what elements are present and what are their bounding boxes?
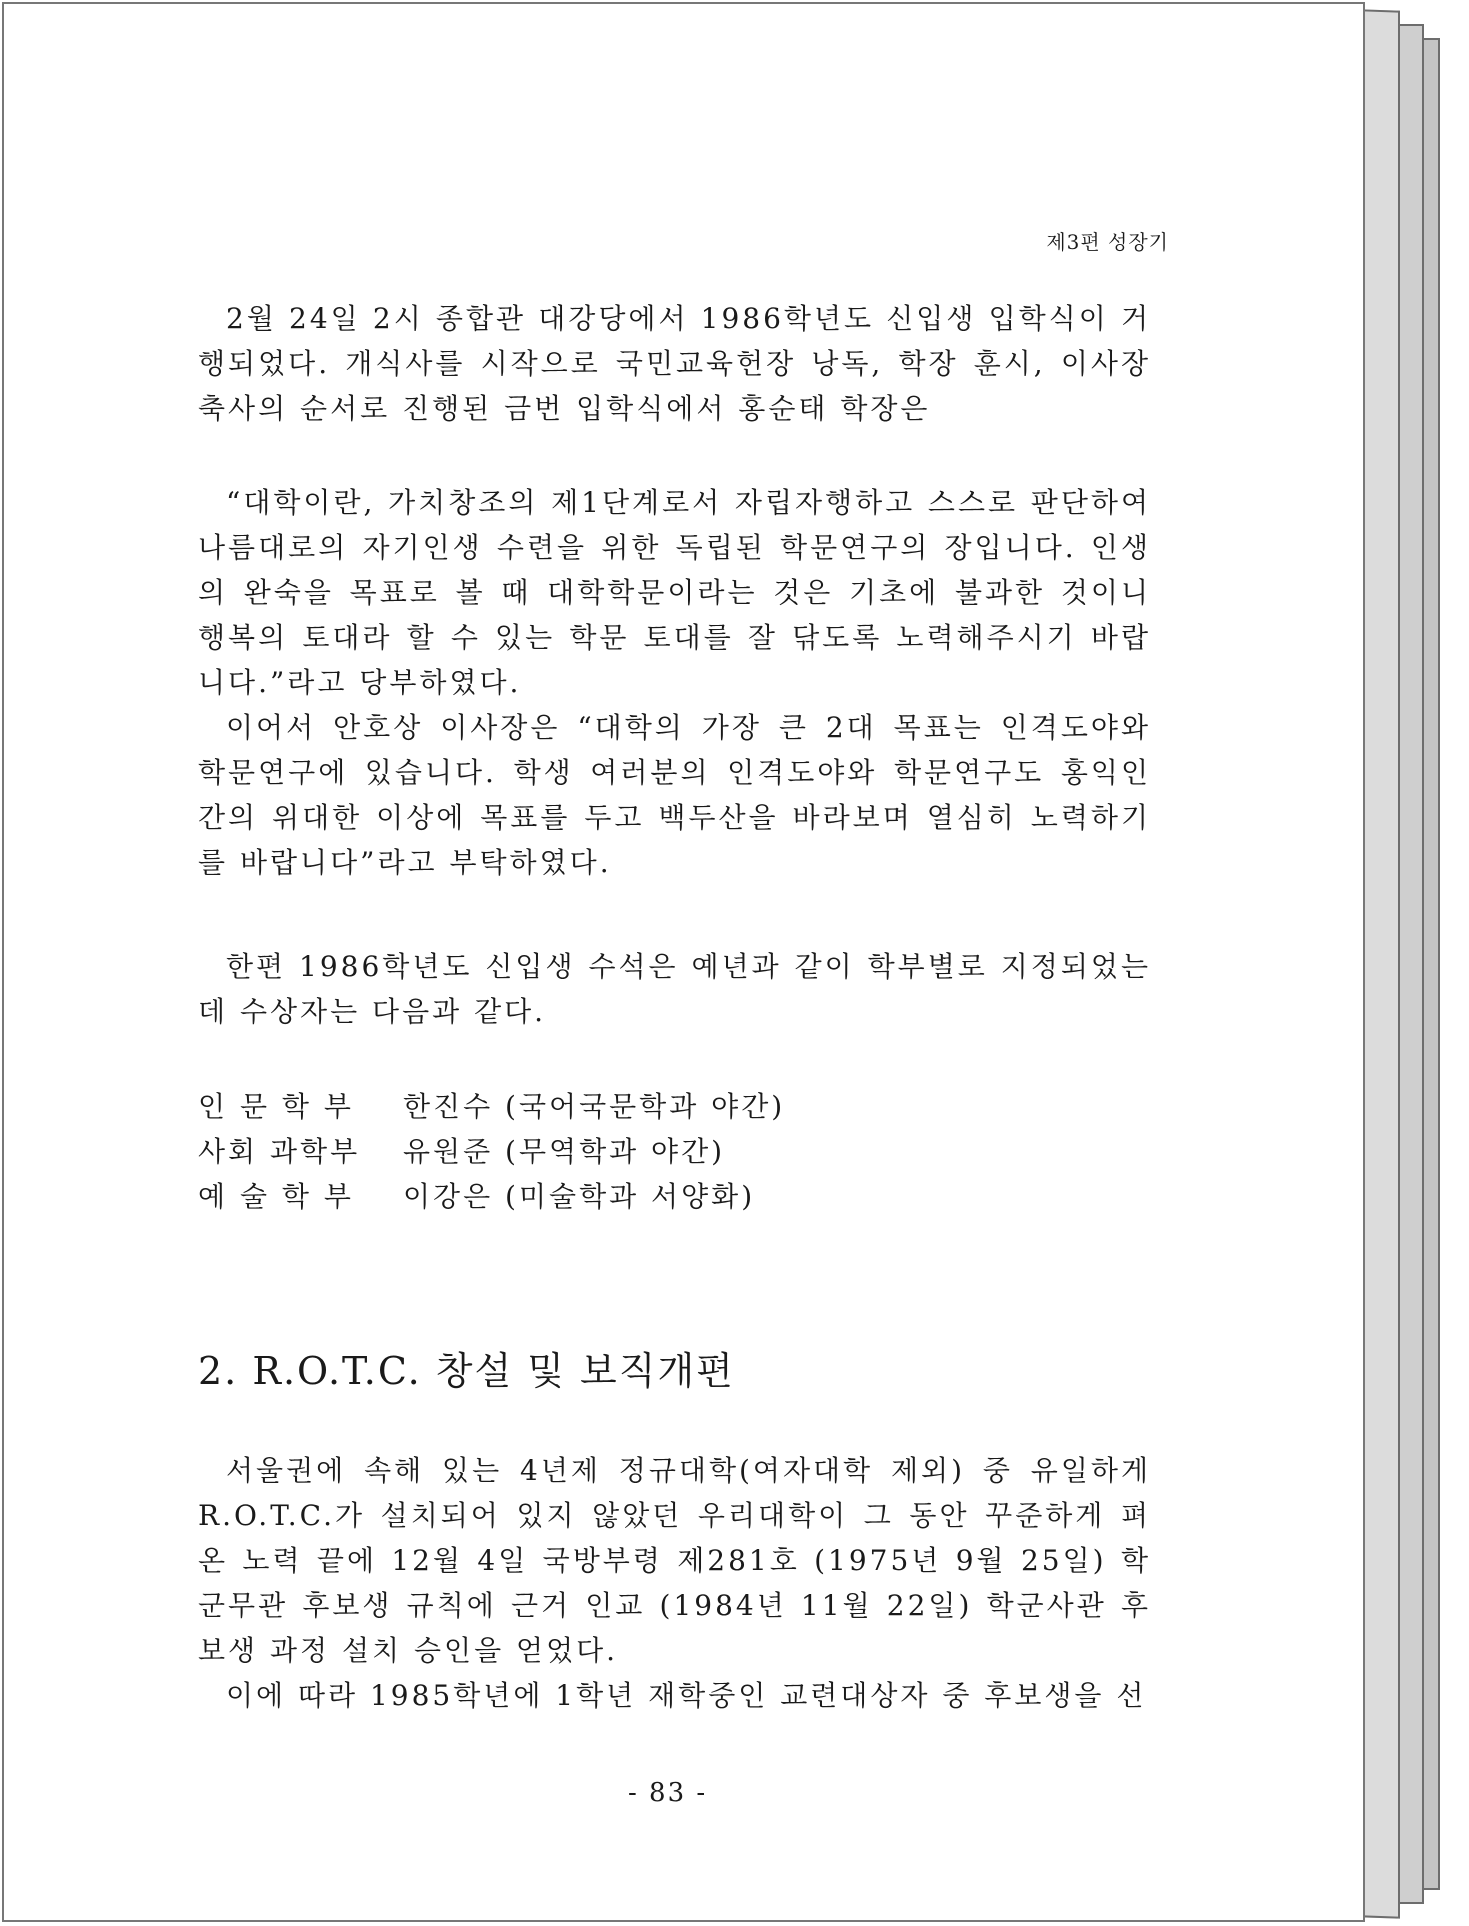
announcement-paragraph-block bbox=[198, 944, 1151, 1034]
rotc-paragraph-block bbox=[198, 1448, 1151, 1718]
speech-paragraph-block bbox=[198, 480, 1151, 885]
paragraph: 2월 24일 2시 종합관 대강당에서 1986학년도 신입생 입학식이 거행되었다. 개식사를 시작으로 국민교육헌장 낭독, 학장 훈시, 이사장 축사의 순서로 진행된 금번 입학식에서 홍순태 학장은 bbox=[198, 302, 1151, 425]
list-item bbox=[198, 1084, 1151, 1129]
honoree-name: 한진수 (국어국문학과 야간) bbox=[403, 1090, 786, 1123]
page-edge bbox=[1362, 9, 1400, 1918]
list-item bbox=[198, 1129, 1151, 1174]
paragraph: 서울권에 속해 있는 4년제 정규대학(여자대학 제외) 중 유일하게 R.O.T.C.가 설치되어 있지 않았던 우리대학이 그 동안 꾸준하게 펴 온 노력 끝에 12월 4일 국방부령 제281호 (1975년 9월 25일) 학군무관 후보생 규칙에 근거 인교 (1984년 11월 22일) 학군사관 후보생 과정 설치 승인을 얻었다. bbox=[198, 1454, 1151, 1667]
list-item bbox=[198, 1174, 1151, 1219]
department-name: 예 술 학 부 bbox=[198, 1180, 354, 1213]
department-name: 인 문 학 부 bbox=[198, 1090, 354, 1123]
department-name: 사회 과학부 bbox=[198, 1135, 361, 1168]
honoree-list bbox=[198, 1084, 1151, 1219]
paragraph: 한편 1986학년도 신입생 수석은 예년과 같이 학부별로 지정되었는데 수상자는 다음과 같다. bbox=[198, 950, 1151, 1028]
paragraph: “대학이란, 가치창조의 제1단계로서 자립자행하고 스스로 판단하여 나름대로의 자기인생 수련을 위한 독립된 학문연구의 장입니다. 인생의 완숙을 목표로 볼 때 대학학문이라는 것은 기초에 불과한 것이니 행복의 토대라 할 수 있는 학문 토대를 잘 닦도록 노력해주시기 바랍니다.”라고 당부하였다. bbox=[198, 486, 1151, 699]
paragraph: 이어서 안호상 이사장은 “대학의 가장 큰 2대 목표는 인격도야와 학문연구에 있습니다. 학생 여러분의 인격도야와 학문연구도 홍익인간의 위대한 이상에 목표를 두고 백두산을 바라보며 열심히 노력하기를 바랍니다”라고 부탁하였다. bbox=[198, 711, 1151, 879]
section-title: 2. R.O.T.C. 창설 및 보직개편 bbox=[198, 1349, 735, 1393]
intro-paragraph-block bbox=[198, 296, 1151, 431]
honoree-name: 유원준 (무역학과 야간) bbox=[403, 1135, 726, 1168]
page-number: - 83 - bbox=[628, 1778, 708, 1808]
running-header: 제3편 성장기 bbox=[1046, 230, 1169, 254]
honoree-name: 이강은 (미술학과 서양화) bbox=[403, 1180, 756, 1213]
paragraph: 이에 따라 1985학년에 1학년 재학중인 교련대상자 중 후보생을 선 bbox=[226, 1679, 1147, 1712]
